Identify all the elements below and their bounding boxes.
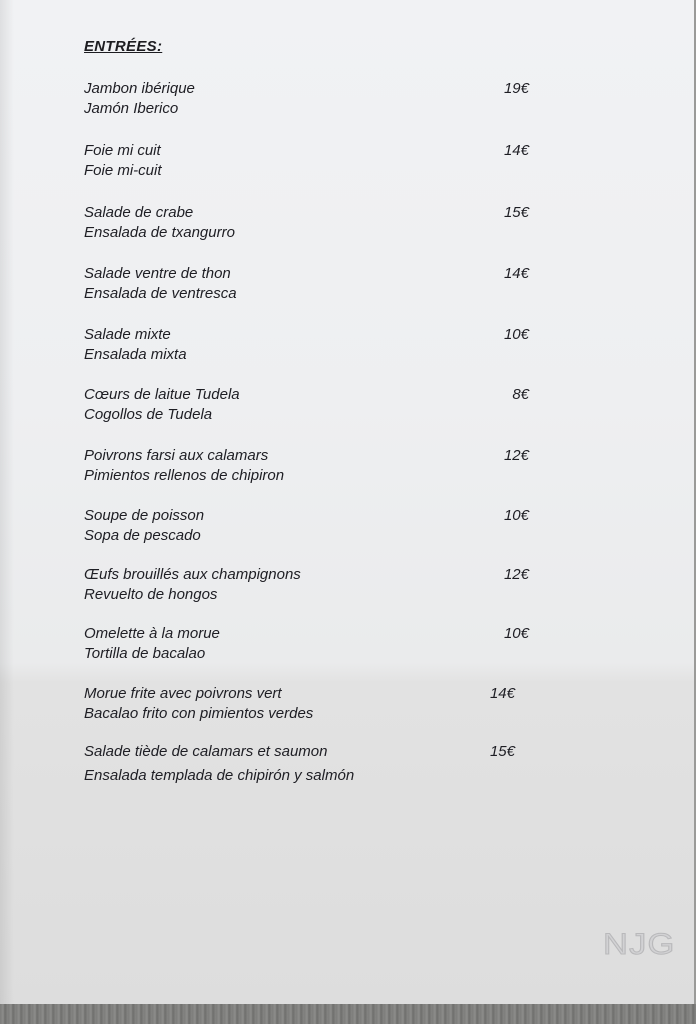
item-price: 14€ (489, 685, 515, 702)
item-name-es: Tortilla de bacalao (84, 645, 206, 662)
item-name-es: Sopa de pescado (84, 527, 201, 544)
item-name-fr: Omelette à la morue (84, 625, 220, 642)
item-price: 10€ (503, 625, 529, 642)
menu-item-jambon (84, 79, 534, 119)
item-name-es: Ensalada mixta (84, 346, 187, 363)
item-price: 15€ (503, 204, 529, 221)
item-price: 19€ (503, 80, 529, 97)
item-price: 12€ (503, 566, 529, 583)
item-name-fr: Salade de crabe (84, 204, 194, 221)
item-name-fr: Foie mi cuit (84, 142, 161, 159)
item-name-es: Jamón Iberico (84, 100, 179, 117)
menu-item-mixte (84, 325, 534, 365)
menu-item-laitue (84, 385, 534, 425)
page-shadow (0, 0, 14, 1004)
item-price: 14€ (503, 265, 529, 282)
menu-item-morue (84, 684, 534, 724)
item-name-fr: Salade mixte (84, 326, 171, 343)
item-name-es: Ensalada de ventresca (84, 285, 237, 302)
menu-item-oeufs (84, 565, 534, 605)
item-name-es: Revuelto de hongos (84, 586, 218, 603)
menu-item-soupe (84, 506, 534, 546)
item-price: 8€ (512, 386, 529, 403)
item-price: 14€ (503, 142, 529, 159)
menu-item-foie (84, 141, 534, 181)
section-heading: ENTRÉES: (84, 38, 163, 55)
item-name-fr: Morue frite avec poivrons vert (84, 685, 282, 702)
item-name-fr: Salade ventre de thon (84, 265, 231, 282)
item-name-fr: Cœurs de laitue Tudela (84, 386, 240, 403)
item-name-es: Cogollos de Tudela (84, 406, 213, 423)
item-name-es: Foie mi-cuit (84, 162, 162, 179)
item-price: 10€ (503, 326, 529, 343)
menu-item-omelette (84, 624, 534, 664)
menu-item-crabe (84, 203, 534, 243)
item-price: 10€ (503, 507, 529, 524)
item-name-fr: Poivrons farsi aux calamars (84, 447, 269, 464)
item-name-es: Pimientos rellenos de chipiron (84, 467, 285, 484)
restaurant-logo: NJG (603, 928, 676, 961)
item-name-fr: Salade tiède de calamars et saumon (84, 743, 328, 760)
menu-item-calamars-saumon (84, 742, 534, 786)
item-price: 15€ (489, 743, 515, 760)
item-price: 12€ (503, 447, 529, 464)
table-edge (0, 1004, 696, 1024)
menu-item-poivrons (84, 446, 534, 486)
menu-item-thon (84, 264, 534, 304)
item-name-es: Bacalao frito con pimientos verdes (84, 705, 314, 722)
item-name-fr: Œufs brouillés aux champignons (84, 566, 301, 583)
item-name-fr: Soupe de poisson (84, 507, 205, 524)
item-name-es: Ensalada de txangurro (84, 224, 235, 241)
item-name-fr: Jambon ibérique (84, 80, 195, 97)
item-name-es: Ensalada templada de chipirón y salmón (84, 767, 355, 784)
